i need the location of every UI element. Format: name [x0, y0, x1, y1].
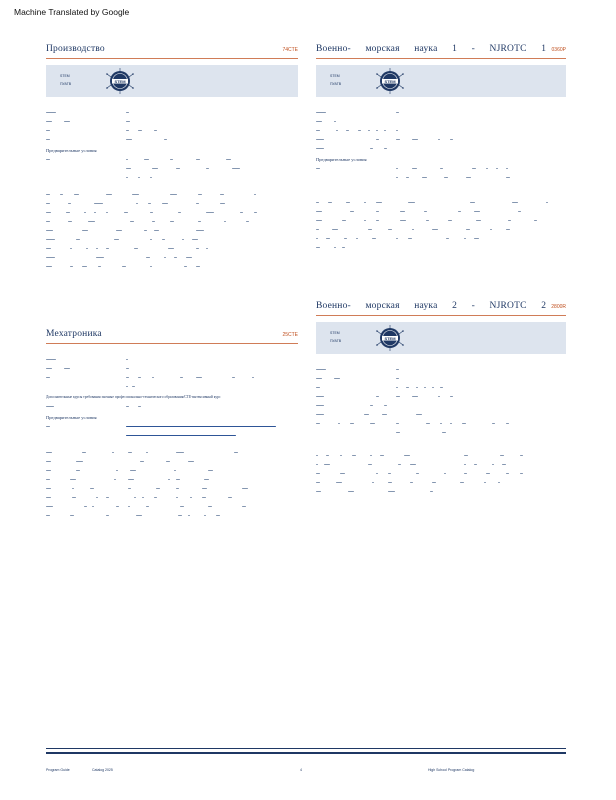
description-line — [316, 470, 566, 479]
stem-badge-icon — [376, 68, 404, 94]
divider — [316, 315, 566, 316]
description-line — [316, 208, 566, 217]
course-code: 2800R — [551, 304, 566, 310]
description-line — [316, 479, 566, 488]
description-line — [316, 226, 566, 235]
divider — [46, 58, 298, 59]
description-line — [46, 227, 298, 236]
detail-line — [316, 145, 566, 154]
detail-line — [316, 375, 566, 384]
description-line — [46, 512, 298, 521]
description-line — [46, 191, 298, 200]
stem-badge-icon — [376, 325, 404, 351]
description-line — [46, 494, 298, 503]
course-header — [46, 38, 298, 58]
detail-line — [46, 156, 298, 165]
detail-line — [46, 356, 298, 365]
course-njrotc-1 — [316, 38, 566, 253]
description-line — [316, 244, 566, 253]
detail-line — [316, 118, 566, 127]
stem-banner — [316, 322, 566, 354]
description-line — [316, 452, 566, 461]
detail-line — [316, 109, 566, 118]
stem-badge-icon — [106, 68, 134, 94]
detail-line — [316, 420, 566, 429]
description-line — [46, 485, 298, 494]
detail-line — [316, 429, 566, 438]
stem-label: STEM — [330, 331, 340, 335]
detail-line — [46, 118, 298, 127]
stem-sublabel: ПУАТВ — [330, 82, 342, 86]
detail-line — [46, 174, 298, 183]
detail-line — [316, 174, 566, 183]
prerequisites-heading: Предварительные условия — [46, 148, 97, 153]
description-line — [316, 461, 566, 470]
page-number: 4 — [300, 768, 302, 772]
detail-line — [46, 136, 298, 145]
right-column — [316, 38, 566, 558]
course-code: 0360P — [551, 47, 566, 53]
detail-line — [316, 165, 566, 174]
description-line — [46, 263, 298, 272]
description-line — [316, 199, 566, 208]
detail-line — [316, 402, 566, 411]
svg-text:STEM: STEM — [114, 78, 126, 84]
description-line — [46, 236, 298, 245]
course-title: Военно- морская наука 2 - NJROTC 2 — [316, 301, 547, 311]
detail-line — [316, 384, 566, 393]
course-mechatronics — [46, 323, 298, 521]
prerequisites-heading: Предварительные условия — [46, 415, 97, 420]
detail-line — [316, 411, 566, 420]
description-line — [46, 254, 298, 263]
course-title: Военно- морская наука 1 - NJROTC 1 — [316, 44, 547, 54]
description-line — [46, 209, 298, 218]
description-line — [46, 200, 298, 209]
detail-line — [316, 127, 566, 136]
detail-line — [46, 365, 298, 374]
left-column — [46, 38, 298, 558]
stem-label: STEM — [330, 74, 340, 78]
description-line — [316, 235, 566, 244]
course-njrotc-2 — [316, 295, 566, 497]
stem-banner — [316, 65, 566, 97]
stem-label: STEM — [60, 74, 70, 78]
stem-sublabel: ПУАТВ — [330, 339, 342, 343]
prerequisites-heading: Предварительные условия — [316, 157, 367, 162]
footer-rule — [46, 752, 566, 754]
stem-banner — [46, 65, 298, 97]
detail-line — [46, 423, 298, 432]
course-details — [46, 109, 298, 145]
machine-translation-banner: Machine Translated by Google — [14, 7, 130, 17]
course-code: 25CTE — [282, 332, 298, 338]
divider — [316, 58, 566, 59]
description-line — [316, 488, 566, 497]
required-heading: Дополнительные курсы требования заочные профессионально-технического образования/CTE-интенсивный курс — [46, 395, 221, 399]
footer-right: High School Program Catalog — [428, 768, 475, 772]
course-title: Мехатроника — [46, 329, 102, 339]
description-line — [46, 449, 298, 458]
description-line — [46, 467, 298, 476]
course-header — [316, 38, 566, 58]
detail-line — [46, 165, 298, 174]
description-line — [46, 458, 298, 467]
description-line — [46, 245, 298, 254]
stem-sublabel: ПУАТВ — [60, 82, 72, 86]
detail-line — [46, 403, 298, 412]
detail-line — [46, 374, 298, 383]
description-line — [46, 503, 298, 512]
detail-line — [46, 109, 298, 118]
detail-line — [46, 383, 298, 392]
course-header — [316, 295, 566, 315]
course-code: 74CTE — [282, 47, 298, 53]
footer-left-date: Catalog 2025 — [92, 768, 113, 772]
course-title: Производство — [46, 44, 105, 54]
course-details — [316, 366, 566, 438]
footer-rule — [46, 748, 566, 749]
course-details — [46, 356, 298, 392]
course-production — [46, 38, 298, 272]
detail-line — [316, 366, 566, 375]
description-line — [316, 217, 566, 226]
svg-text:STEM: STEM — [384, 78, 396, 84]
detail-line — [46, 127, 298, 136]
svg-text:STEM: STEM — [384, 335, 396, 341]
detail-line — [316, 136, 566, 145]
detail-line — [46, 432, 298, 441]
divider — [46, 343, 298, 344]
description-line — [46, 218, 298, 227]
course-details — [316, 109, 566, 154]
description-line — [46, 476, 298, 485]
footer-left: Program Guide — [46, 768, 70, 772]
course-header — [46, 323, 298, 343]
detail-line — [316, 393, 566, 402]
